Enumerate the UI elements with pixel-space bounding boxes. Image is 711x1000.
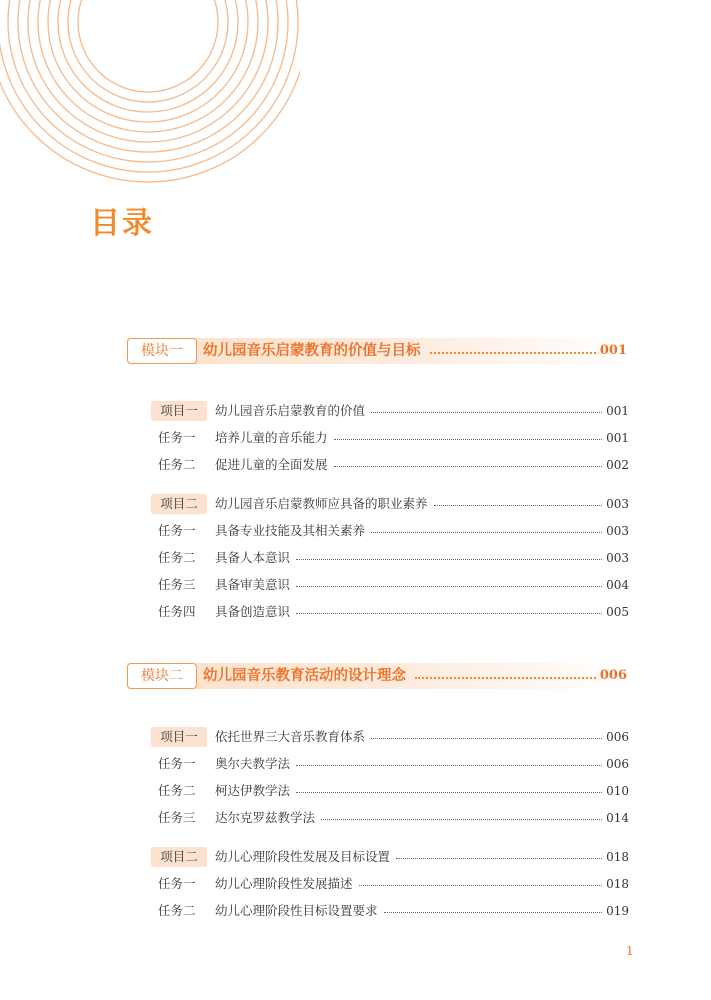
page-number: 018: [606, 877, 629, 891]
task-title: 促进儿童的全面发展: [215, 457, 328, 472]
leader-dots: [296, 586, 602, 587]
toc-task-row[interactable]: [151, 575, 629, 595]
page-number: 006: [606, 730, 629, 744]
leader-dots: [396, 858, 602, 859]
task-label: 任务一: [158, 876, 196, 891]
leader-dots: [384, 912, 602, 913]
page-number: 004: [606, 578, 629, 592]
task-label: 任务三: [158, 577, 196, 592]
toc-task-row[interactable]: [151, 428, 629, 448]
module-label: 模块一: [127, 338, 197, 364]
leader-dots: [415, 677, 596, 679]
page-number: 005: [606, 605, 629, 619]
leader-dots: [296, 559, 602, 560]
module-label: 模块二: [127, 663, 197, 689]
toc-task-row[interactable]: [151, 874, 629, 894]
page-number: 010: [606, 784, 629, 798]
toc-project-row[interactable]: [151, 847, 629, 867]
page-number: 019: [606, 904, 629, 918]
project-title: 幼儿园音乐启蒙教师应具备的职业素养: [215, 496, 428, 511]
task-title: 奥尔夫教学法: [215, 756, 291, 771]
toc-task-row[interactable]: [151, 808, 629, 828]
page-number: 018: [606, 850, 629, 864]
task-label: 任务二: [158, 783, 196, 798]
toc-task-row[interactable]: [151, 548, 629, 568]
module-page-number: 001: [599, 343, 627, 358]
module-title: 幼儿园音乐教育活动的设计理念: [203, 667, 406, 684]
page-number: 014: [606, 811, 629, 825]
project-label: 项目二: [151, 494, 207, 514]
toc-task-row[interactable]: [151, 602, 629, 622]
task-label: 任务二: [158, 903, 196, 918]
task-title: 具备审美意识: [215, 577, 291, 592]
toc-task-row[interactable]: [151, 781, 629, 801]
page-number: 006: [606, 757, 629, 771]
project-title: 依托世界三大音乐教育体系: [215, 729, 366, 744]
task-label: 任务一: [158, 430, 196, 445]
toc-title: 目录: [90, 206, 154, 241]
leader-dots: [296, 613, 602, 614]
task-title: 幼儿心理阶段性目标设置要求: [215, 903, 378, 918]
toc-project-row[interactable]: [151, 401, 629, 421]
page-number: 003: [606, 551, 629, 565]
task-title: 幼儿心理阶段性发展描述: [215, 876, 353, 891]
page-number: 001: [606, 404, 629, 418]
leader-dots: [371, 532, 602, 533]
page-number: 001: [606, 431, 629, 445]
page-number: 003: [606, 524, 629, 538]
page-number: 002: [606, 458, 629, 472]
toc-task-row[interactable]: [151, 455, 629, 475]
leader-dots: [334, 439, 602, 440]
project-title: 幼儿心理阶段性发展及目标设置: [215, 849, 391, 864]
toc-task-row[interactable]: [151, 901, 629, 921]
task-label: 任务二: [158, 550, 196, 565]
leader-dots: [371, 738, 602, 739]
task-label: 任务一: [158, 523, 196, 538]
concentric-circles-decoration: [0, 0, 300, 200]
leader-dots: [296, 792, 602, 793]
task-title: 达尔克罗兹教学法: [215, 810, 316, 825]
task-label: 任务二: [158, 457, 196, 472]
task-title: 具备人本意识: [215, 550, 291, 565]
leader-dots: [430, 352, 596, 354]
leader-dots: [334, 466, 602, 467]
leader-dots: [321, 819, 602, 820]
project-label: 项目一: [151, 727, 207, 747]
module-page-number: 006: [599, 668, 627, 683]
task-label: 任务四: [158, 604, 196, 619]
task-label: 任务三: [158, 810, 196, 825]
page-number: 003: [606, 497, 629, 511]
project-title: 幼儿园音乐启蒙教育的价值: [215, 403, 366, 418]
task-title: 具备创造意识: [215, 604, 291, 619]
project-label: 项目二: [151, 847, 207, 867]
leader-dots: [371, 412, 602, 413]
task-title: 柯达伊教学法: [215, 783, 291, 798]
toc-task-row[interactable]: [151, 754, 629, 774]
leader-dots: [359, 885, 602, 886]
module-heading[interactable]: [127, 338, 629, 364]
task-label: 任务一: [158, 756, 196, 771]
leader-dots: [434, 505, 602, 506]
module-title: 幼儿园音乐启蒙教育的价值与目标: [203, 342, 421, 359]
toc-project-row[interactable]: [151, 494, 629, 514]
toc-project-row[interactable]: [151, 727, 629, 747]
toc-task-row[interactable]: [151, 521, 629, 541]
leader-dots: [296, 765, 602, 766]
task-title: 培养儿童的音乐能力: [215, 430, 328, 445]
page-footer-number: 1: [626, 944, 634, 958]
task-title: 具备专业技能及其相关素养: [215, 523, 366, 538]
module-heading[interactable]: [127, 663, 629, 689]
project-label: 项目一: [151, 401, 207, 421]
